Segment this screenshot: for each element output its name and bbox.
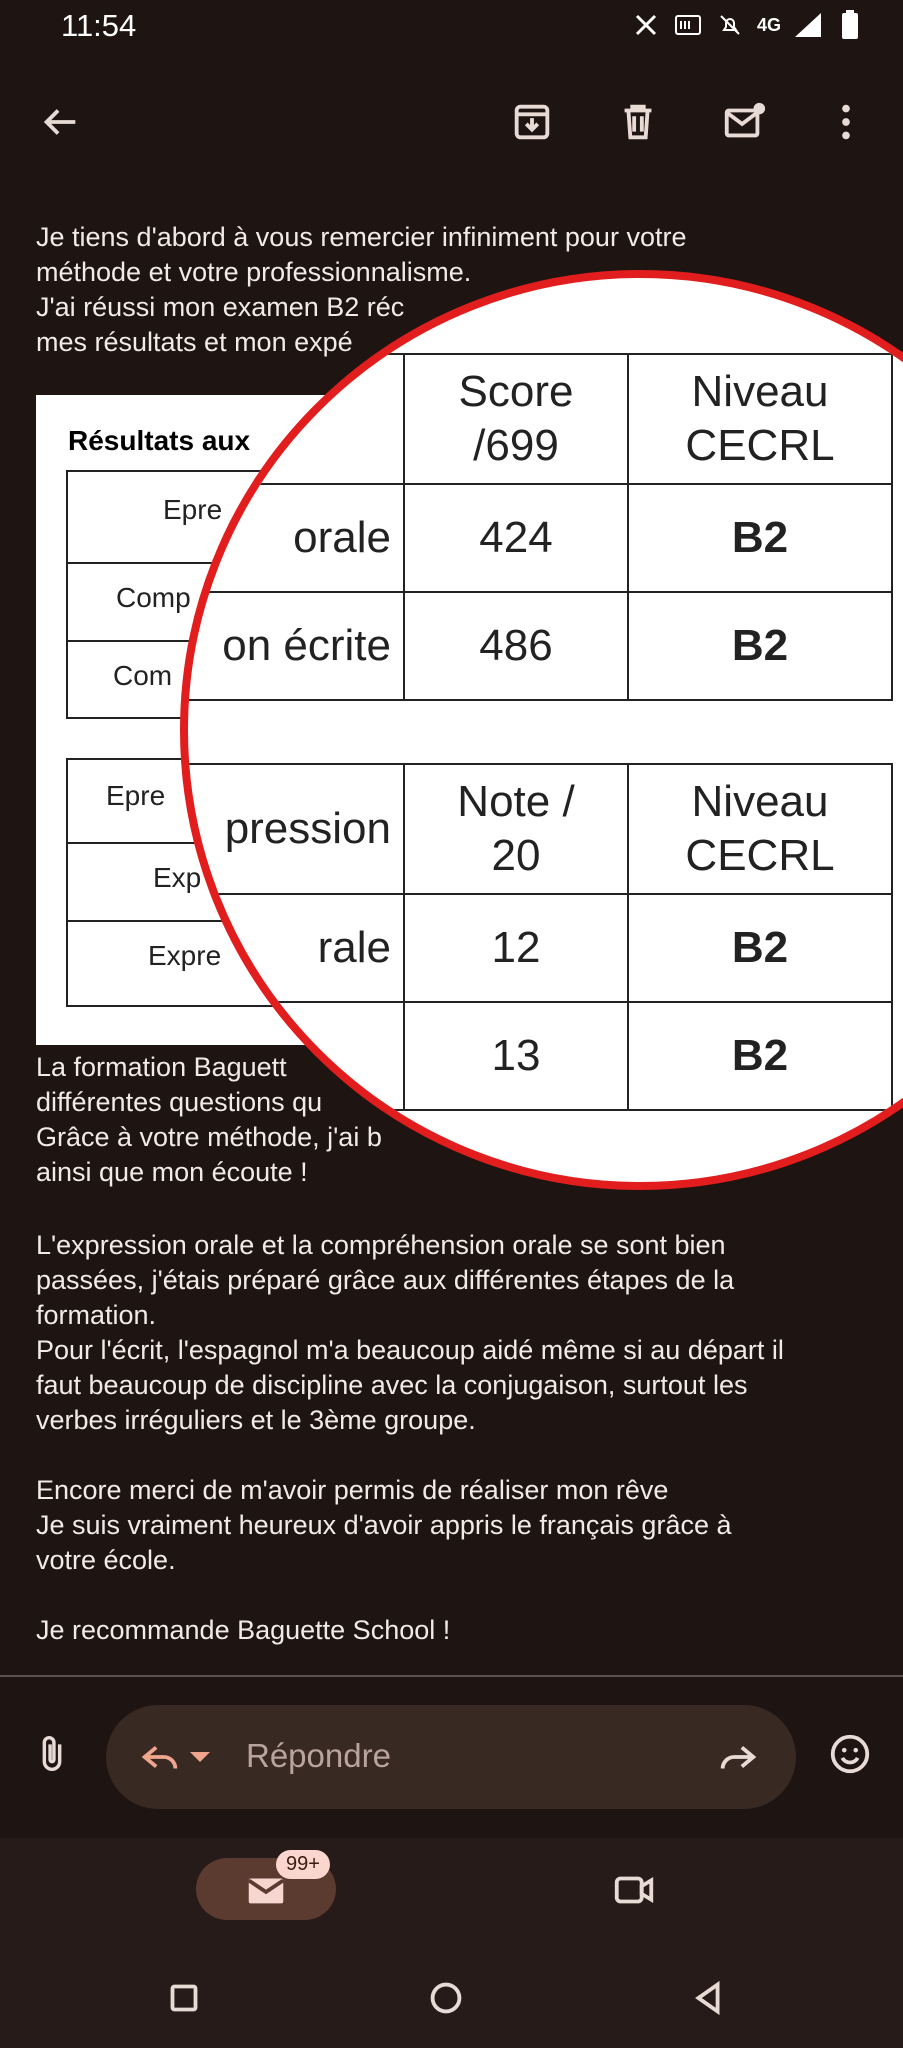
mag-header: [180, 354, 404, 484]
battery-icon: [835, 10, 865, 40]
forward-icon[interactable]: [706, 1725, 770, 1789]
back-icon[interactable]: [676, 1966, 740, 2030]
mark-unread-icon[interactable]: [712, 90, 776, 154]
mag-header: Score /699: [404, 354, 628, 484]
intro-line: mes résultats et mon expé: [36, 327, 353, 357]
after-line: ainsi que mon écoute !: [36, 1157, 308, 1187]
paragraph-line: faut beaucoup de discipline avec la conjugaison, surtout les: [36, 1370, 748, 1400]
mag-cell: rale: [180, 894, 404, 1002]
magnified-table-1: [180, 353, 893, 701]
mag-header: Niveau CECRL: [628, 764, 892, 894]
back-arrow-icon[interactable]: [28, 90, 92, 154]
magnifier-circle: [180, 270, 903, 1190]
small-cell: Com: [113, 660, 173, 691]
mag-header: Note / 20: [404, 764, 628, 894]
small-cell: Epre: [163, 494, 223, 525]
mag-cell: B2: [628, 894, 892, 1002]
after-line: différentes questions qu: [36, 1087, 323, 1117]
email-closing: Je recommande Baguette School !: [36, 1615, 451, 1645]
status-time: 11:54: [61, 8, 137, 43]
mag-cell: 12: [404, 894, 628, 1002]
reply-placeholder: Répondre: [246, 1737, 391, 1774]
mag-cell: 424: [404, 484, 628, 592]
x-icon: [631, 10, 661, 40]
small-cell: Epre: [106, 780, 166, 811]
mag-cell: B2: [628, 592, 892, 700]
signal-icon: [793, 10, 823, 40]
intro-line: méthode et votre professionnalisme.: [36, 257, 472, 287]
divider: [0, 1675, 903, 1677]
app-bar: [0, 72, 903, 172]
paragraph-line: Pour l'écrit, l'espagnol m'a beaucoup aidé même si au départ il: [36, 1335, 784, 1365]
intro-line: Je tiens d'abord à vous remercier infiniment pour votre: [36, 222, 687, 252]
recents-icon[interactable]: [152, 1966, 216, 2030]
status-icons: [631, 10, 865, 40]
emoji-icon[interactable]: [818, 1722, 882, 1786]
paragraph-line: Je suis vraiment heureux d'avoir appris le français grâce à: [36, 1510, 732, 1540]
bottom-nav: [0, 1838, 903, 2048]
magnified-table-2: [180, 763, 893, 1111]
mag-cell: 13: [404, 1002, 628, 1110]
after-line: Grâce à votre méthode, j'ai b: [36, 1122, 382, 1152]
mag-cell: on écrite: [180, 592, 404, 700]
results-title: Résultats aux: [68, 425, 251, 456]
mag-header: Niveau CECRL: [628, 354, 892, 484]
reply-field[interactable]: [106, 1705, 796, 1809]
paragraph-line: Encore merci de m'avoir permis de réaliser mon rêve: [36, 1475, 669, 1505]
paragraph-line: verbes irréguliers et le 3ème groupe.: [36, 1405, 476, 1435]
status-bar: [0, 0, 903, 56]
small-cell: Expre: [148, 940, 222, 971]
video-icon[interactable]: [602, 1858, 666, 1922]
intro-line: J'ai réussi mon examen B2 réc: [36, 292, 405, 322]
small-cell: Comp: [116, 582, 191, 613]
email-paragraph-2: [36, 1228, 866, 1438]
archive-icon[interactable]: [500, 90, 564, 154]
mag-cell: orale: [180, 484, 404, 592]
paragraph-line: formation.: [36, 1300, 157, 1330]
after-line: La formation Baguett: [36, 1052, 287, 1082]
email-paragraph-3: [36, 1473, 866, 1578]
mag-cell: 486: [404, 592, 628, 700]
attach-icon[interactable]: [20, 1722, 84, 1786]
dropdown-icon[interactable]: [180, 1725, 220, 1789]
more-icon[interactable]: [814, 90, 878, 154]
home-icon[interactable]: [414, 1966, 478, 2030]
network-label: 4G: [756, 14, 781, 35]
mag-cell: B2: [628, 1002, 892, 1110]
small-cell: Exp: [153, 862, 202, 893]
compose-row: [0, 1700, 903, 1820]
paragraph-line: votre école.: [36, 1545, 176, 1575]
mag-cell: B2: [628, 484, 892, 592]
delete-icon[interactable]: [606, 90, 670, 154]
mag-header: pression: [180, 764, 404, 894]
paragraph-line: passées, j'étais préparé grâce aux différentes étapes de la: [36, 1265, 735, 1295]
mail-badge: 99+: [276, 1850, 330, 1879]
hz-icon: [673, 10, 703, 40]
bell-off-icon: [715, 10, 745, 40]
mag-cell: [180, 1002, 404, 1110]
paragraph-line: L'expression orale et la compréhension orale se sont bien: [36, 1230, 726, 1260]
